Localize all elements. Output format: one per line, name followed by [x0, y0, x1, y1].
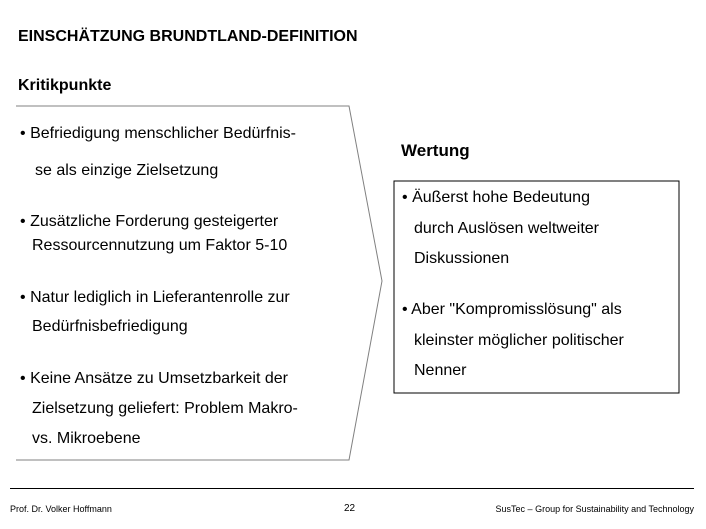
criticism-item-3-line-1: • Natur lediglich in Lieferantenrolle zur — [20, 289, 290, 306]
criticism-item-2-line-1: • Zusätzliche Forderung gesteigerter — [20, 213, 279, 230]
footer-divider — [10, 488, 694, 489]
footer-page-number: 22 — [344, 503, 356, 514]
evaluation-item-2-line-1: • Aber "Kompromisslösung" als — [402, 301, 622, 318]
criticism-item-4-line-3: vs. Mikroebene — [32, 430, 141, 447]
evaluation-item-1-line-2: durch Auslösen weltweiter — [414, 220, 599, 237]
bullet-icon: • — [20, 370, 26, 387]
bullet-icon: • — [20, 125, 26, 142]
evaluation-heading: Wertung — [401, 141, 470, 160]
section-subtitle: Kritikpunkte — [18, 77, 112, 94]
bullet-icon: • — [20, 289, 26, 306]
criticism-item-1-line-2: se als einzige Zielsetzung — [35, 162, 219, 179]
evaluation-item-2-line-2: kleinster möglicher politischer — [414, 332, 624, 349]
criticism-item-3-line-2: Bedürfnisbefriedigung — [32, 318, 188, 335]
bullet-icon: • — [402, 189, 408, 206]
bullet-icon: • — [20, 213, 26, 230]
footer-author: Prof. Dr. Volker Hoffmann — [10, 504, 112, 514]
page-title: EINSCHÄTZUNG BRUNDTLAND-DEFINITION — [18, 28, 358, 45]
criticism-item-2-line-2: Ressourcennutzung um Faktor 5-10 — [32, 237, 288, 254]
evaluation-item-1-line-3: Diskussionen — [414, 250, 510, 267]
criticism-item-4-line-2: Zielsetzung geliefert: Problem Makro- — [32, 400, 298, 417]
evaluation-item-2-line-3: Nenner — [414, 362, 467, 379]
criticism-item-1-line-1: • Befriedigung menschlicher Bedürfnis- — [20, 125, 296, 142]
bullet-icon: • — [402, 301, 408, 318]
criticism-item-4-line-1: • Keine Ansätze zu Umsetzbarkeit der — [20, 370, 288, 387]
evaluation-item-1-line-1: • Äußerst hohe Bedeutung — [402, 189, 590, 206]
footer-organization: SusTec – Group for Sustainability and Technology — [495, 504, 694, 514]
